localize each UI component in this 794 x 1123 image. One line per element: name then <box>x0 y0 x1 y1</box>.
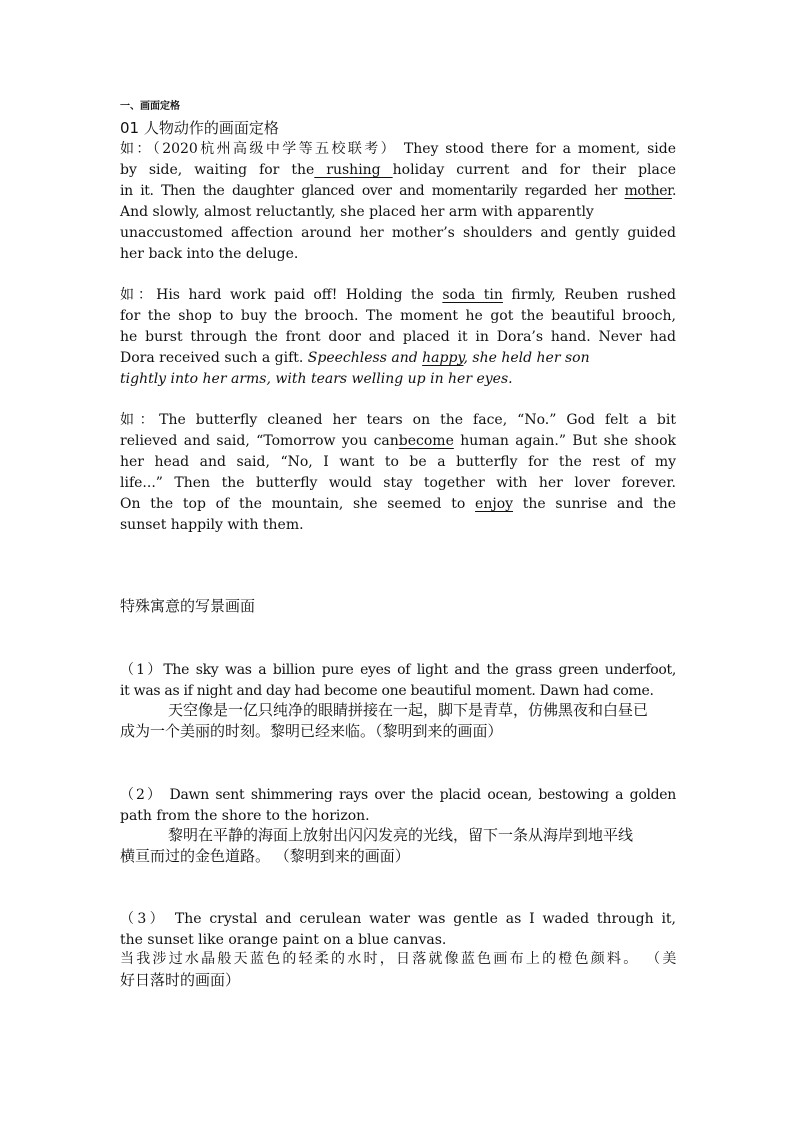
scene-1-line-3: 天空像是一亿只纯净的眼睛拼接在一起，脚下是青草，仿佛黑夜和白昼已 <box>168 701 649 719</box>
scene-1-line-4: 成为一个美丽的时刻。黎明已经来临。（黎明到来的画面） <box>120 722 503 740</box>
content-column <box>120 0 676 1123</box>
blank-answer: enjoy <box>475 496 514 512</box>
example-3-line-6: sunset happily with them. <box>120 517 304 533</box>
text: by side, waiting for the <box>120 162 315 178</box>
example-3-line-2 <box>120 431 676 452</box>
example-3-line-1: 如：The butterfly cleaned her tears on the face, “No.” God felt a bit <box>120 412 676 428</box>
text: 如：（2020杭州高级中学等五校联考） They stood there for a moment, side <box>120 141 676 157</box>
scene-2-line-3: 黎明在平静的海面上放射出闪闪发亮的光线，留下一条从海岸到地平线 <box>168 826 634 844</box>
example-3-line-5 <box>120 494 676 515</box>
blank-answer: mother <box>624 183 672 199</box>
scene-1-line-2: it was as if night and day had become one beautiful moment. Dawn had come. <box>120 683 654 699</box>
blank-answer: rushing <box>314 162 393 178</box>
example-2-line-5: tightly into her arms, with tears welling up in her eyes. <box>120 371 513 387</box>
scene-2-line-2: path from the shore to the horizon. <box>120 808 370 824</box>
heading: 一、画面定格 <box>120 101 180 112</box>
blank-answer: happy <box>422 350 464 366</box>
scene-3-line-3: 当我涉过水晶般天蓝色的轻柔的水时，日落就像蓝色画布上的橙色颜料。 （美 <box>120 951 676 967</box>
text: Dora received such a gift. <box>120 350 308 366</box>
text: 如：His hard work paid off! Holding the <box>120 287 443 303</box>
text: the sunrise and the <box>513 496 676 512</box>
example-2-line-2: for the shop to buy the brooch. The moment he got the beautiful brooch, <box>120 308 676 324</box>
scene-2-line-4: 横亘而过的金色道路。 （黎明到来的画面） <box>120 847 410 865</box>
example-1-line-1 <box>120 139 676 160</box>
italic-text: Speechless and <box>307 350 423 366</box>
scene-3-line-4: 好日落时的画面） <box>120 971 241 989</box>
text: . <box>671 183 676 199</box>
text: human again.” But she shook <box>453 433 676 449</box>
example-1-line-2 <box>120 160 676 181</box>
example-2-line-1 <box>120 285 676 306</box>
example-1-line-6: her back into the deluge. <box>120 246 299 262</box>
example-1-line-4: And slowly, almost reluctantly, she placed her arm with apparently <box>120 204 594 220</box>
example-3-line-4: life...” Then the butterfly would stay together with her lover forever. <box>120 475 676 491</box>
text: holiday current and for their place <box>392 162 676 178</box>
text: firmly, Reuben rushed <box>502 287 676 303</box>
italic-text: , she held her son <box>463 350 590 366</box>
scene-3-line-1: （3） The crystal and cerulean water was gentle as I waded through it, <box>120 911 676 927</box>
scene-1-line-1: （1）The sky was a billion pure eyes of light and the grass green underfoot, <box>120 662 676 678</box>
scene-3-line-2: the sunset like orange paint on a blue canvas. <box>120 932 447 948</box>
scene-2-line-1: （2） Dawn sent shimmering rays over the placid ocean, bestowing a golden <box>120 787 676 803</box>
section-2-title: 特殊寓意的写景画面 <box>120 597 256 615</box>
text: in it. Then the daughter glanced over and momentarily regarded her <box>120 183 625 199</box>
blank-answer: soda tin <box>442 287 503 303</box>
example-2-line-3: he burst through the front door and placed it in Dora’s hand. Never had <box>120 329 676 345</box>
subheading: 01 人物动作的画面定格 <box>120 119 279 137</box>
text: On the top of the mountain, she seemed to <box>120 496 476 512</box>
example-3-line-3: her head and said, “No, I want to be a butterfly for the rest of my <box>120 454 676 470</box>
example-1-line-5: unaccustomed affection around her mother’s shoulders and gently guided <box>120 225 676 241</box>
example-2-line-4 <box>120 348 676 369</box>
text: relieved and said, “Tomorrow you can <box>120 433 399 449</box>
blank-answer: become <box>398 433 454 449</box>
example-1-line-3 <box>120 181 676 202</box>
